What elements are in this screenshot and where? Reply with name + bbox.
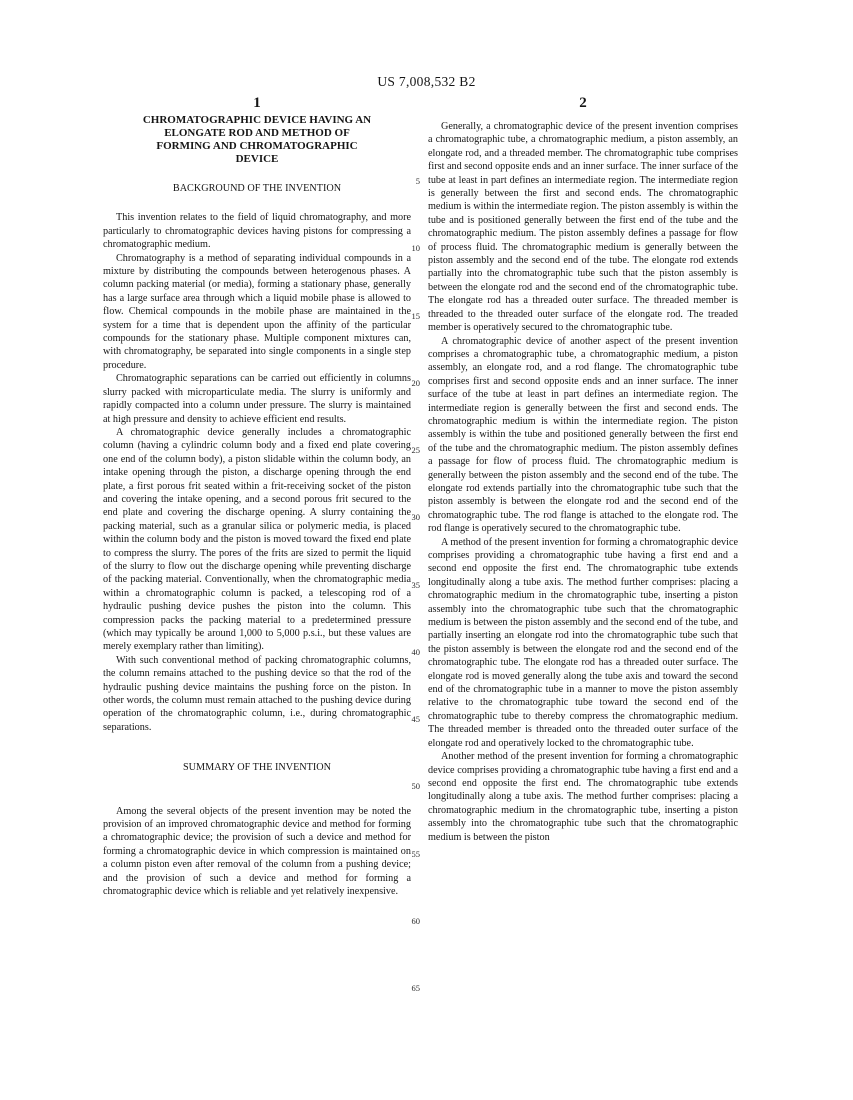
invention-title (103, 114, 411, 166)
line-number: 35 (411, 579, 420, 590)
paragraph: Among the several objects of the present invention may be noted the provision of an improved chromatographic device and method for forming a chromatographic device; the provision of such a device and method for forming a chromatographic device in which compression is maintained on a column piston even after removal of the column from a pushing device; and the provision of such a device and method for forming a chromatographic device which is reliable and yet relatively inexpensive. (103, 805, 411, 898)
patent-number: US 7,008,532 B2 (377, 74, 476, 89)
paragraph: A chromatographic device of another aspect of the present invention comprises a chromatographic tube, a chromatographic medium, a piston assembly, an elongate rod, and a rod flange. The chromatographic tube comprises first and second opposite ends and an inner surface. The inner surface of the tube at least in part defines an intermediate region. The intermediate region is generally between the first and second ends. The chromatographic medium is within the intermediate region. The piston assembly is within the tube and positioned generally between the first end of the tube and the chromatographic medium. The piston assembly defines a passage for flow of process fluid. The chromatographic medium is generally between the piston assembly and the second end of the tube. The elongate rod extends partially into the chromatographic tube such that the piston assembly is between the elongate rod and the second end of the chromatographic tube. The rod flange is attached to the elongate rod. The rod flange is operatively secured to the chromatographic tube. (428, 335, 738, 535)
invention-title-line: ELONGATE ROD AND METHOD OF (164, 127, 350, 139)
paragraph: With such conventional method of packing chromatographic columns, the column remains attached to the pushing device so that the rod of the hydraulic pushing device maintains the pushing force on the piston. In other words, the column must remain attached to the pushing device during operation of the chromatographic column, i.e., during chromatographic separations. (103, 654, 411, 733)
line-number: 25 (411, 445, 420, 455)
paragraph: Generally, a chromatographic device of the present invention comprises a chromatographic tube, a chromatographic medium, a piston assembly, an elongate rod, and a threaded member. The chromatographic tube comprises first and second opposite ends and an inner surface. The inner surface of the tube at least in part defines an intermediate region. The intermediate region is generally between the first and second ends. The chromatographic medium is within the intermediate region. The piston assembly is within the tube and is positioned generally between the first end of the tube and the chromatographic medium. The piston assembly defines a passage for flow of process fluid. The chromatographic medium is generally between the piston assembly and the second end of the tube. The elongate rod extends partially into the chromatographic tube such that the piston assembly is between the elongate rod and the second end of the chromatographic tube. The elongate rod has a threaded outer surface. The threaded member is threaded to the threaded outer surface of the elongate rod. The treaded member is operatively secured to the chromatographic tube. (428, 121, 738, 334)
line-number: 45 (411, 714, 420, 724)
left-column (103, 114, 411, 899)
line-number: 15 (411, 310, 420, 321)
column-number-2: 2 (579, 95, 587, 111)
line-number: 20 (411, 377, 420, 388)
line-number: 30 (411, 512, 420, 523)
paragraph: Chromatography is a method of separating individual compounds in a mixture by distributing the compounds between heterogenous phases. A column packing material (or media), forming a stationary phase, generally has a large surface area through which a liquid mobile phase is allowed to flow. Chemical compounds in the mobile phase are maintained in the system for a time that is dependent upon the affinity of the particular compounds for the stationary phase. Multiple component mixtures can, with chromatography, be separated into single components in a single step procedure. (103, 252, 411, 371)
line-number: 10 (411, 243, 420, 254)
line-number: 5 (415, 176, 420, 186)
section-heading-summary: SUMMARY OF THE INVENTION (182, 762, 331, 774)
invention-title-line: DEVICE (235, 153, 279, 165)
right-column (428, 114, 738, 844)
line-number: 60 (411, 915, 420, 926)
line-number: 55 (411, 848, 420, 859)
paragraph: This invention relates to the field of liquid chromatography, and more particularly to chromatographic devices having pistons for compressing a chromatographic medium. (103, 212, 411, 251)
paragraph: Another method of the present invention for forming a chromatographic device comprises providing a chromatographic tube having a first end and a second end opposite the first end. The chromatographic tube extends longitudinally along a tube axis. The method further comprises: placing a chromatographic medium in the chromatographic tube, inserting a piston assembly into the chromatographic tube such that the chromatographic medium is between the piston (428, 751, 738, 843)
line-number: 40 (411, 646, 420, 657)
line-number: 50 (411, 781, 420, 792)
section-heading-background: BACKGROUND OF THE INVENTION (172, 183, 342, 194)
invention-title-line: CHROMATOGRAPHIC DEVICE HAVING AN (142, 114, 372, 126)
column-number-1: 1 (253, 95, 261, 111)
paragraph: Chromatographic separations can be carried out efficiently in columns slurry packed with microparticulate media. The slurry is uniformly and rapidly compacted into a column under pressure. The slurry is maintained at high pressure and density to achieve efficient end results. (103, 373, 411, 425)
invention-title-line: FORMING AND CHROMATOGRAPHIC (156, 140, 358, 152)
paragraph: A method of the present invention for forming a chromatographic device comprises providing a chromatographic tube having a first end and a second end opposite the first end. The chromatographic tube extends longitudinally along a tube axis. The method further comprises: placing a chromatographic medium in the chromatographic tube, inserting a piston assembly into the chromatographic tube such that the chromatographic medium is between the piston assembly and the second end of the tube, and partially inserting an elongate rod into the chromatographic tube such that the piston assembly is between the elongate rod and the second end of the chromatographic tube. The elongate rod has a threaded outer surface. The elongate rod is moved generally along the tube axis and toward the second end of the chromatographic tube in a manner to move the piston assembly relative to the chromatographic tube toward the second end of the chromatographic tube to thereby compress the chromatographic medium. The threaded member is threaded onto the threaded outer surface of the elongate rod and operatively locked to the chromatographic tube. (428, 536, 738, 749)
paragraph: A chromatographic device generally includes a chromatographic column (having a cylindric column body and a fixed end plate covering one end of the column body), a piston slidable within the column body, an intake opening through the piston, a discharge opening through the end plate, a first porous frit seated within a frit-receiving socket of the piston and covering the intake opening, and a second porous frit secured to the end plate and covering the discharge opening. A slurry containing the packing material, such as a granular silica or polymeric media, is placed within the column body and the piston is moved toward the fixed end plate to compress the slurry. The pores of the frits are sized to permit the liquid of the slurry to flow out the discharge opening while preventing discharge of the packing material. Conventionally, when the chromatographic media within a chromatographic column is packed, a telescoping rod of a hydraulic pushing device pushes the piston into the column. This compression packs the packing material to a predetermined pressure (which may typically be around 1,000 to 5,000 p.s.i., but these values are merely exemplary rather than limiting). (103, 426, 411, 653)
line-number: 65 (411, 983, 420, 993)
